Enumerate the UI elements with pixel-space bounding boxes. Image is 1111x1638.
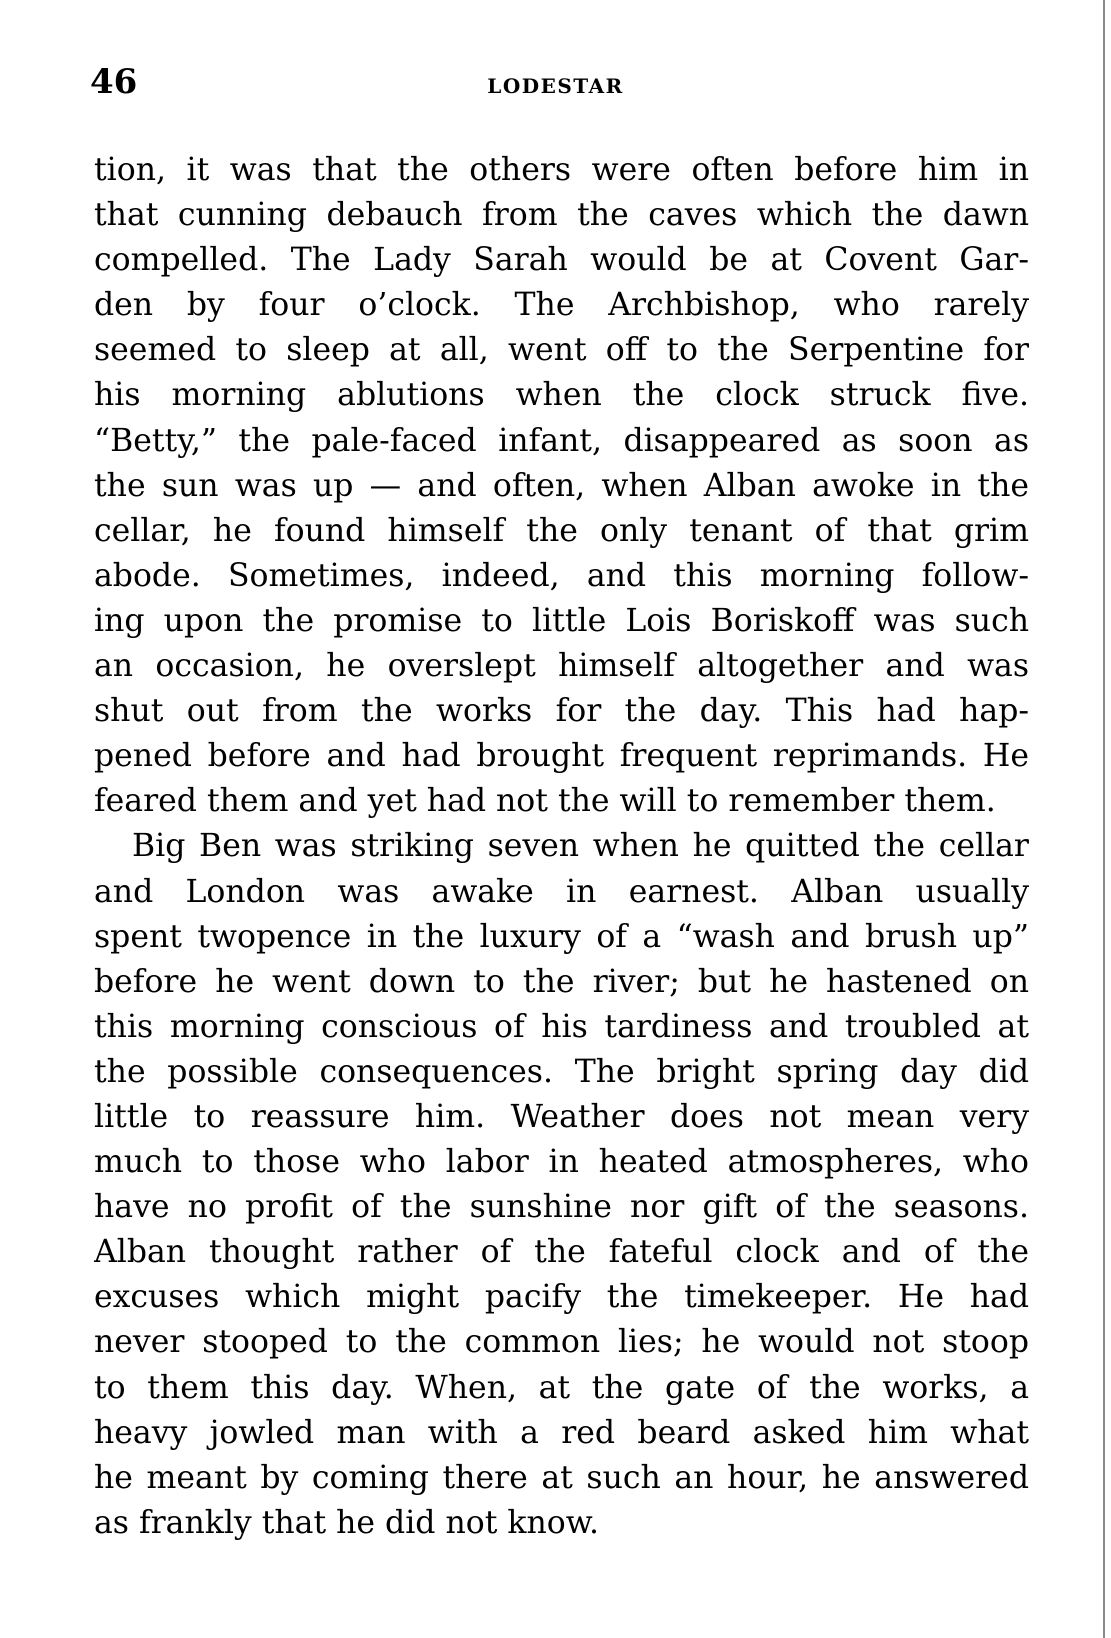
text-line: abode. Sometimes, indeed, and this morning follow- bbox=[94, 557, 1029, 594]
text-line: as frankly that he did not know. bbox=[94, 1504, 599, 1541]
text-line: little to reassure him. Weather does not mean very bbox=[94, 1098, 1029, 1135]
text-line: seemed to sleep at all, went off to the Serpentine for bbox=[94, 332, 1029, 369]
text-line: den by four o’clock. The Archbishop, who rarely bbox=[94, 287, 1029, 324]
text-line: this morning conscious of his tardiness and troubled at bbox=[94, 1008, 1029, 1045]
text-line: Big Ben was striking seven when he quitted the cellar bbox=[132, 828, 1029, 865]
text-line: much to those who labor in heated atmospheres, who bbox=[94, 1144, 1029, 1181]
text-line: to them this day. When, at the gate of the works, a bbox=[94, 1369, 1029, 1406]
text-line: that cunning debauch from the caves which the dawn bbox=[94, 197, 1029, 234]
paragraph bbox=[94, 824, 1029, 1546]
text-line: before he went down to the river; but he hastened on bbox=[94, 963, 1029, 1000]
text-line: “Betty,” the pale-faced infant, disappeared as soon as bbox=[94, 422, 1029, 459]
text-line: he meant by coming there at such an hour, he answered bbox=[94, 1459, 1029, 1496]
text-line: cellar, he found himself the only tenant of that grim bbox=[94, 512, 1029, 549]
text-line: shut out from the works for the day. This had hap- bbox=[94, 693, 1029, 730]
text-line: Alban thought rather of the fateful clock and of the bbox=[94, 1234, 1029, 1271]
text-line: ing upon the promise to little Lois Boriskoff was such bbox=[94, 602, 1029, 639]
running-title: LODESTAR bbox=[487, 74, 624, 98]
text-line: heavy jowled man with a red beard asked him what bbox=[94, 1414, 1029, 1451]
text-line: feared them and yet had not the will to remember them. bbox=[94, 783, 996, 820]
text-line: pened before and had brought frequent reprimands. He bbox=[94, 738, 1029, 775]
text-line: never stooped to the common lies; he would not stoop bbox=[94, 1324, 1029, 1361]
text-line: excuses which might pacify the timekeeper. He had bbox=[94, 1279, 1029, 1316]
text-line: spent twopence in the luxury of a “wash and brush up” bbox=[94, 918, 1029, 955]
text-line: compelled. The Lady Sarah would be at Covent Gar- bbox=[94, 242, 1029, 279]
text-line: the possible consequences. The bright spring day did bbox=[94, 1053, 1029, 1090]
text-line: and London was awake in earnest. Alban usually bbox=[94, 873, 1029, 910]
text-line: an occasion, he overslept himself altogether and was bbox=[94, 648, 1029, 685]
body-text bbox=[94, 148, 1029, 1546]
text-line: tion, it was that the others were often before him in bbox=[94, 152, 1029, 188]
text-line: the sun was up — and often, when Alban awoke in the bbox=[94, 467, 1029, 504]
text-line: have no profit of the sunshine nor gift of the seasons. bbox=[94, 1189, 1029, 1226]
paragraph bbox=[94, 148, 1029, 824]
page-number: 46 bbox=[90, 62, 138, 102]
page-edge-rule bbox=[1103, 0, 1105, 1638]
text-line: his morning ablutions when the clock struck five. bbox=[94, 377, 1029, 414]
